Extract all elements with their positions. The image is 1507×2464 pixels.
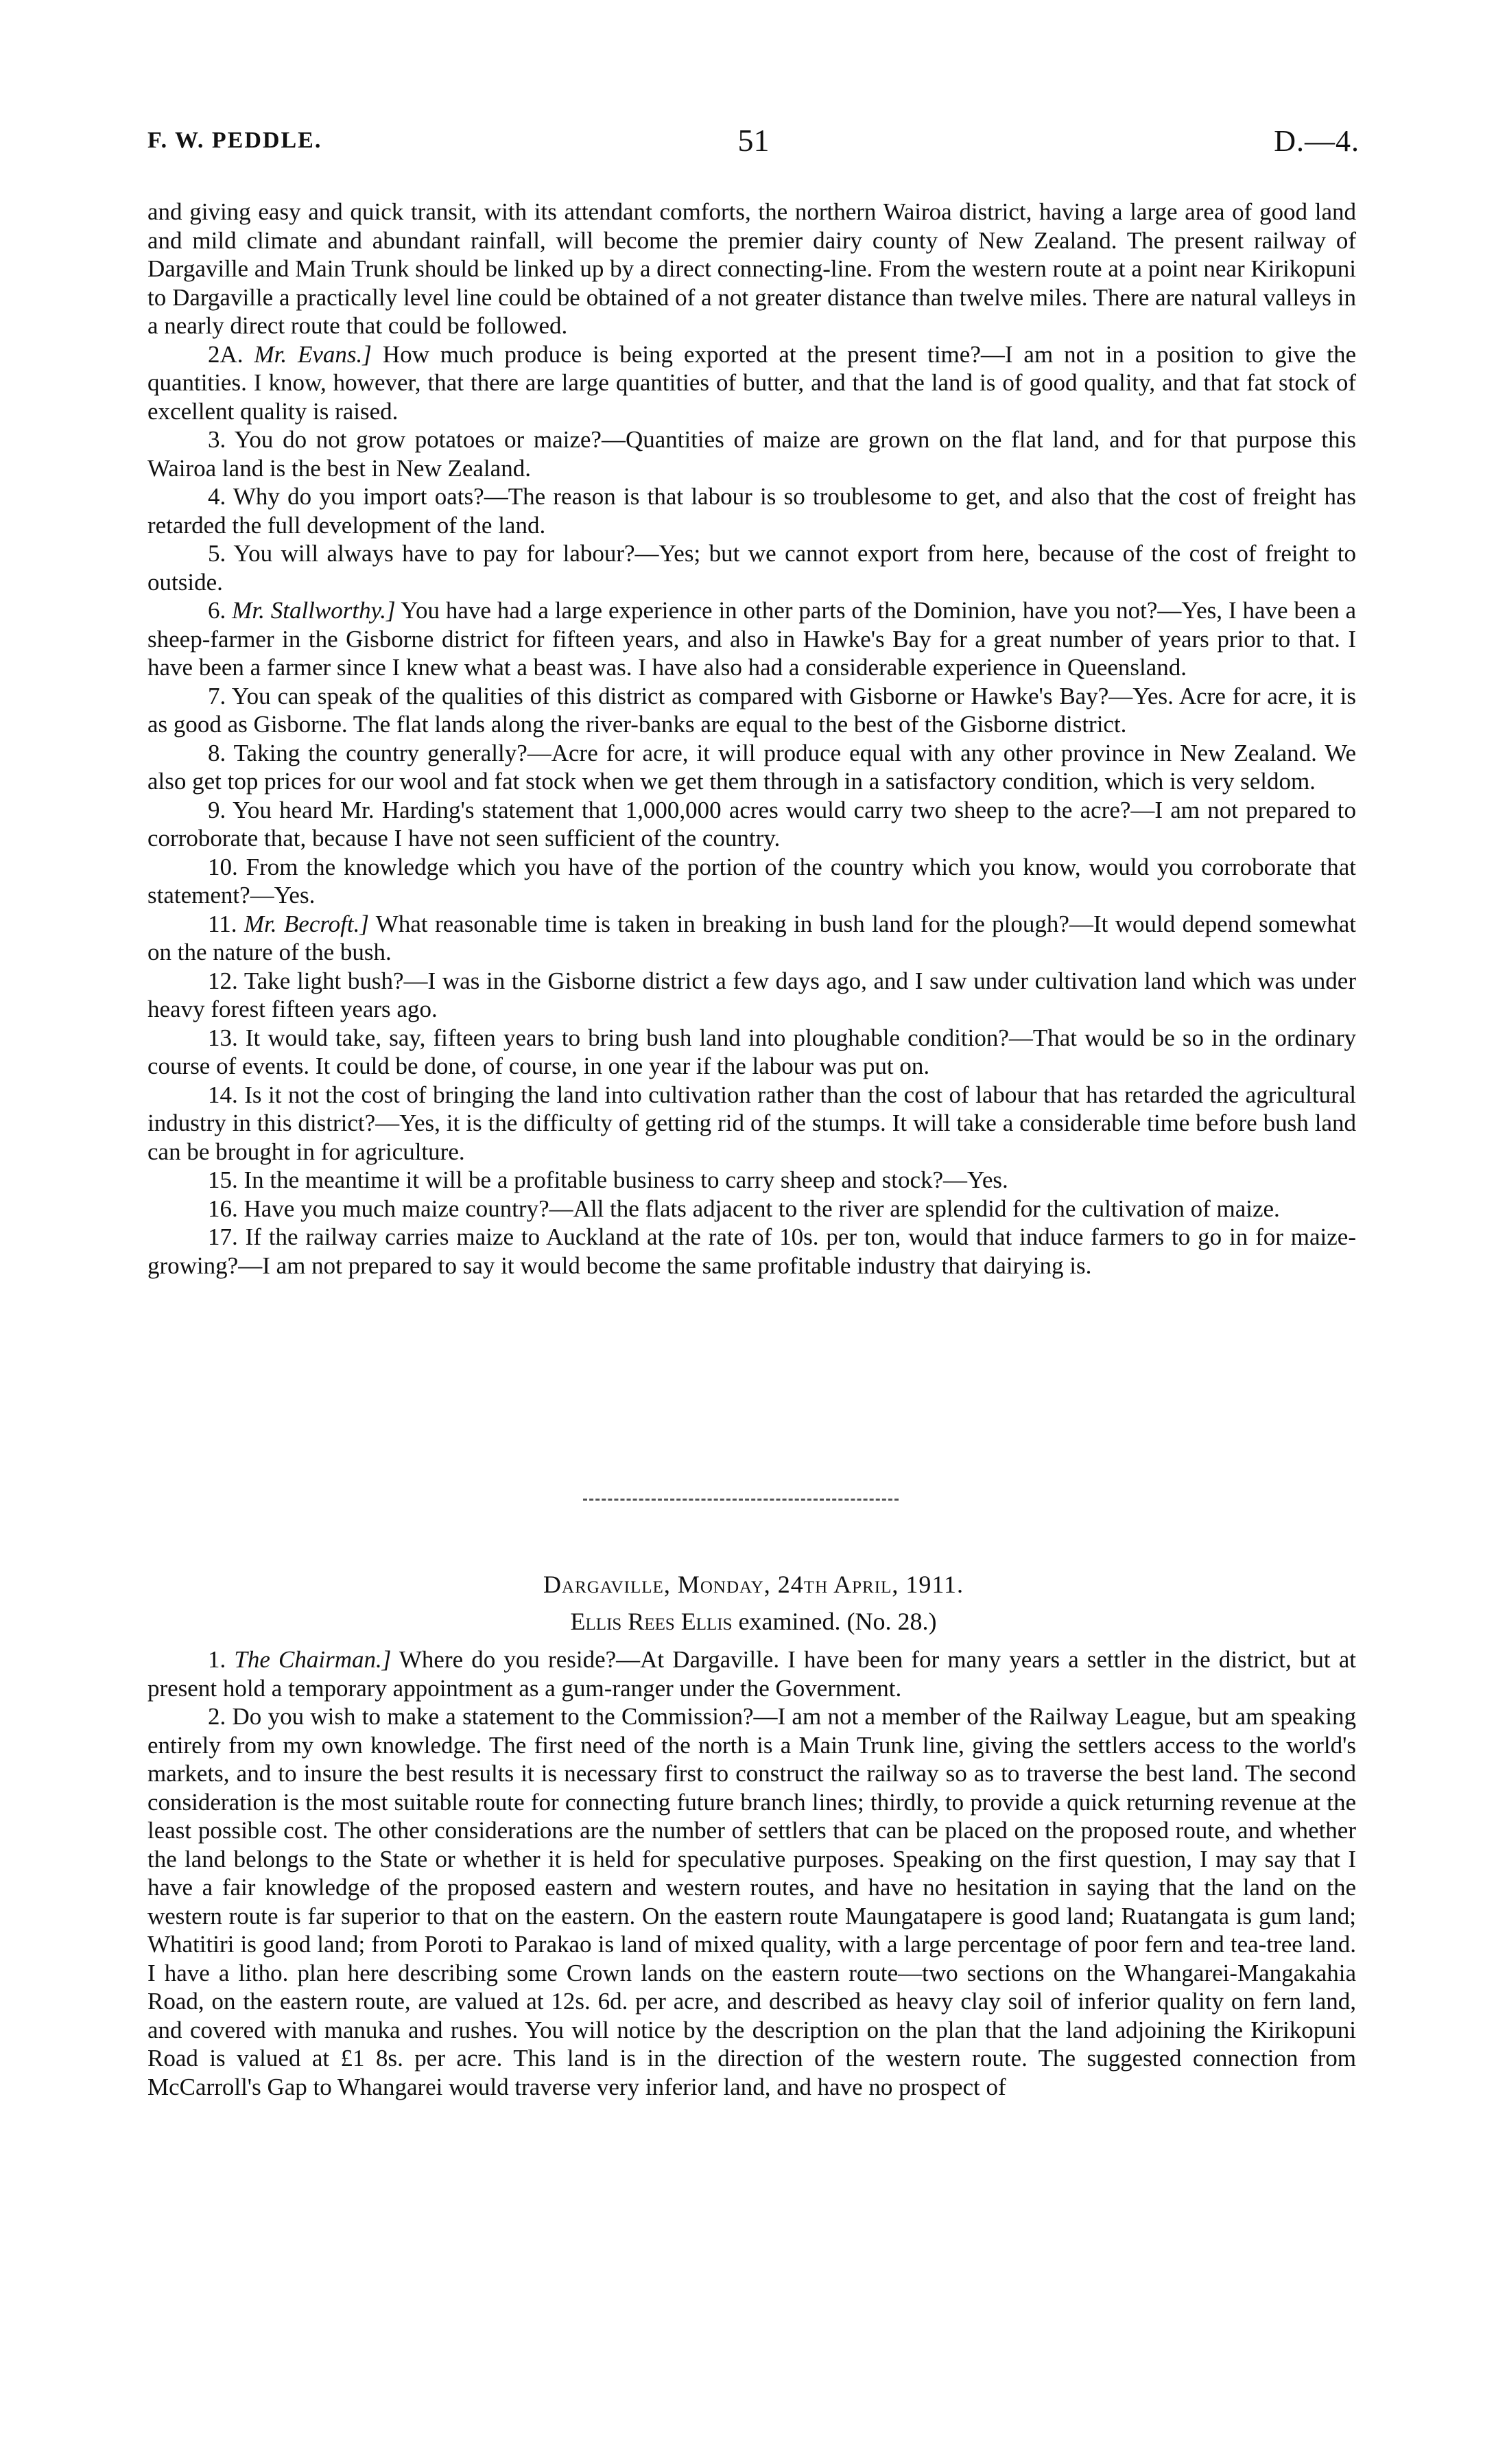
question-3: 3. You do not grow potatoes or maize?—Quantities of maize are grown on the flat land, and for that purpose this Wairoa land is the best in New Zealand. [147,426,1356,482]
speaker: Mr. Becroft.] [244,910,369,937]
question-2: 2. Do you wish to make a statement to the Commission?—I am not a member of the Railway League, but am speaking entirely from my own knowledge. The first need of the north is a Main Trunk line, giving the settlers access to the world's markets, and to insure the best results it is necessary first to construct the railway so as to traverse the best land. The second consideration is the most suitable route for connecting future branch lines; thirdly, to provide a quick returning revenue at the least possible cost. The other considerations are the number of settlers that can be placed on the proposed route, and whether the land belongs to the State or whether it is held for speculative purposes. Speaking on the first question, I may say that I have a fair knowledge of the proposed eastern and western routes, and have no hesitation in saying that the land on the western route is far superior to that on the eastern. On the eastern route Maungatapere is good land; Ruatangata is gum land; Whatitiri is good land; from Poroti to Parakao is land of mixed quality, with a large percentage of poor fern and tea-tree land. I have a litho. plan here describing some Crown lands on the eastern route—two sections on the Whangarei-Mangakahia Road, on the eastern route, are valued at 12s. 6d. per acre, and described as heavy clay soil of inferior quality on fern land, and covered with manuka and rushes. You will notice by the description on the plan that the land adjoining the Kirikopuni Road is valued at £1 8s. per acre. This land is in the direction of the western route. The suggested connection from McCarroll's Gap to Whangarei would traverse very inferior land, and have no prospect of [147,1703,1356,2100]
question-2a [147,340,1356,426]
question-14: 14. Is it not the cost of bringing the land into cultivation rather than the cost of labour that has retarded the agricultural industry in this district?—Yes, it is the difficulty of getting rid of the stumps. It will take a considerable time before bush land can be brought in for agriculture. [147,1081,1356,1165]
question-9: 9. You heard Mr. Harding's statement that 1,000,000 acres would carry two sheep to the acre?—I am not prepared to corroborate that, because I have not seen sufficient of the country. [147,796,1356,852]
question-4: 4. Why do you import oats?—The reason is that labour is so troublesome to get, and also that the cost of freight has retarded the full development of the land. [147,483,1356,539]
question-15: 15. In the meantime it will be a profitable business to carry sheep and stock?—Yes. [208,1166,1008,1193]
question-17: 17. If the railway carries maize to Auckland at the rate of 10s. per ton, would that induce farmers to go in for maize-growing?—I am not prepared to say it would become the same profitable industry that dairying is. [147,1223,1356,1279]
question-7: 7. You can speak of the qualities of this district as compared with Gisborne or Hawke's Bay?—Yes. Acre for acre, it is as good as Gisborne. The flat lands along the river-banks are equal to the best of the Gisborne district. [147,682,1356,738]
question-5: 5. You will always have to pay for labour?—Yes; but we cannot export from here, because of the cost of freight to outside. [147,540,1356,596]
witness-status: examined. (No. 28.) [738,1608,937,1635]
speaker: The Chairman.] [234,1646,392,1673]
page-header [147,122,1360,163]
paragraph-continuation: and giving easy and quick transit, with its attendant comforts, the northern Wairoa district, having a large area of good land and mild climate and abundant rainfall, will become the premier dairy county of New Zealand. The present railway of Dargaville and Main Trunk should be linked up by a direct connecting-line. From the western route at a point near Kirikopuni to Dargaville a practically level line could be obtained of a not greater distance than twelve miles. There are natural valleys in a nearly direct route that could be followed. [147,198,1356,339]
hearing-place-date: Dargaville, Monday, 24th April, 1911. [543,1571,964,1598]
question-10: 10. From the knowledge which you have of the portion of the country which you know, would you corroborate that statement?—Yes. [147,853,1356,908]
question-8: 8. Taking the country generally?—Acre for acre, it will produce equal with any other province in New Zealand. We also get top prices for our wool and fat stock when we get them through in a satisfactory condition, which is very seldom. [147,739,1356,795]
question-number: 11. [208,910,237,937]
section-divider [583,1499,899,1501]
document-reference: D.—4. [1274,124,1360,158]
testimony-ellis [147,1645,1356,2101]
speaker: Mr. Stallworthy.] [232,597,396,624]
question-6 [147,596,1356,682]
question-1 [147,1645,1356,1702]
question-number: 1. [208,1646,226,1673]
question-text: How much produce is being exported at the present time?—I am not in a position to give the quantities. I know, however, that there are large quantities of butter, and that the land is of good quality, and that fat stock of excellent quality is raised. [147,340,1356,425]
question-text: What reasonable time is taken in breaking in bush land for the plough?—It would depend somewhat on the nature of the bush. [147,910,1357,965]
question-number: 2A. [208,340,244,368]
question-text: Where do you reside?—At Dargaville. I have been for many years a settler in the district, but at present hold a temporary appointment as a gum-ranger under the Government. [147,1646,1357,1702]
page-number: 51 [737,123,770,158]
question-11 [147,910,1356,967]
question-16: 16. Have you much maize country?—All the flats adjacent to the river are splendid for the cultivation of maize. [208,1195,1280,1222]
header-witness-name: F. W. PEDDLE. [147,128,322,153]
witness-heading [147,1607,1360,1636]
question-12: 12. Take light bush?—I was in the Gisborne district a few days ago, and I saw under cultivation land which was under heavy forest fifteen years ago. [147,967,1356,1022]
witness-name: Ellis Rees Ellis [570,1608,733,1635]
question-number: 6. [208,597,226,624]
question-text: You have had a large experience in other parts of the Dominion, have you not?—Yes, I have been a sheep-farmer in the Gisborne district for fifteen years, and also in Hawke's Bay for a great number of years prior to that. I have been a farmer since I knew what a beast was. I have also had a considerable experience in Queensland. [147,597,1357,681]
question-13: 13. It would take, say, fifteen years to bring bush land into ploughable condition?—That would be so in the ordinary course of events. It could be done, of course, in one year if the labour was put on. [147,1024,1356,1079]
testimony-continued [147,198,1356,1280]
speaker: Mr. Evans.] [254,340,372,368]
